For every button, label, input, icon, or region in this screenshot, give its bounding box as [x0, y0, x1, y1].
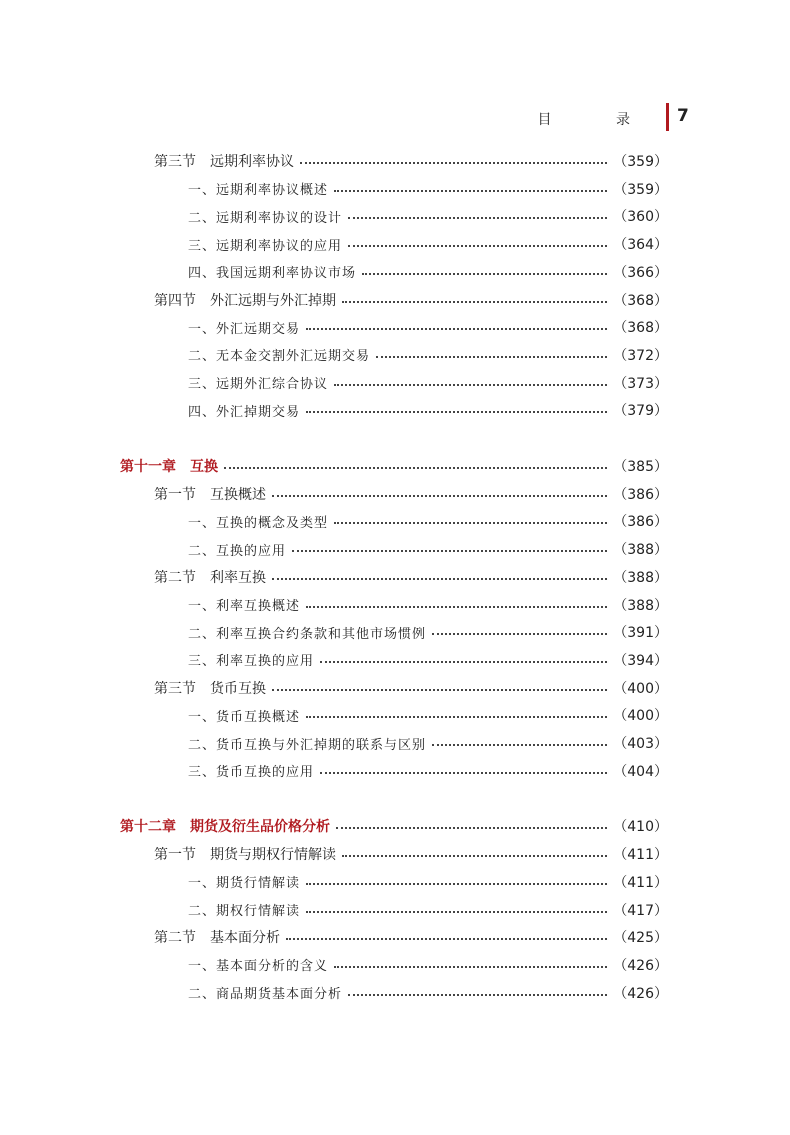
toc-entry-page: （425）: [613, 930, 668, 947]
dot-leader: [362, 273, 607, 275]
toc-entry-title: 二、利率互换合约条款和其他市场惯例: [188, 626, 427, 642]
toc-subsection-entry[interactable]: [188, 730, 668, 756]
toc-entry-title: 一、外汇远期交易: [188, 321, 301, 337]
toc-entry-title: 三、货币互换的应用: [188, 765, 315, 781]
toc-entry-title: 第一节 互换概述: [154, 486, 266, 503]
toc-entry-page: （386）: [613, 486, 668, 503]
dot-leader: [300, 162, 607, 164]
toc-entry-page: （388）: [613, 597, 668, 614]
dot-leader: [272, 578, 607, 580]
dot-leader: [348, 994, 607, 996]
toc-entry-page: （373）: [613, 375, 668, 392]
dot-leader: [342, 301, 607, 303]
toc-subsection-entry[interactable]: [188, 314, 668, 340]
toc-entry-page: （388）: [613, 542, 668, 559]
toc-entry-title: 三、利率互换的应用: [188, 654, 315, 670]
toc-subsection-entry[interactable]: [188, 758, 668, 784]
header-accent-bar: [666, 103, 669, 131]
toc-entry-page: （364）: [613, 237, 668, 254]
toc-entry-title: 二、货币互换与外汇掉期的联系与区别: [188, 737, 427, 753]
toc-chapter-entry[interactable]: [120, 813, 668, 839]
dot-leader: [334, 966, 607, 968]
dot-leader: [286, 938, 607, 940]
toc-subsection-entry[interactable]: [188, 702, 668, 728]
toc-entry-title: 四、我国远期利率协议市场: [188, 266, 357, 282]
toc-subsection-entry[interactable]: [188, 980, 668, 1006]
dot-leader: [432, 744, 607, 746]
dot-leader: [292, 550, 607, 552]
dot-leader: [348, 217, 607, 219]
toc-subsection-entry[interactable]: [188, 647, 668, 673]
toc-entry-page: （411）: [613, 874, 668, 891]
toc-entry-title: 第一节 期货与期权行情解读: [154, 847, 336, 864]
dot-leader: [224, 467, 607, 469]
dot-leader: [306, 328, 607, 330]
dot-leader: [320, 772, 607, 774]
toc-entry-page: （404）: [613, 763, 668, 780]
toc-section-entry[interactable]: [154, 481, 668, 507]
dot-leader: [272, 689, 607, 691]
toc-entry-page: （388）: [613, 569, 668, 586]
toc-entry-page: （426）: [613, 957, 668, 974]
toc-entry-title: 三、远期利率协议的应用: [188, 238, 343, 254]
toc-entry-page: （417）: [613, 902, 668, 919]
toc-entry-page: （391）: [613, 625, 668, 642]
toc-subsection-entry[interactable]: [188, 508, 668, 534]
toc-entry-page: （400）: [613, 708, 668, 725]
toc-entry-title: 第十二章 期货及衍生品价格分析: [120, 819, 330, 836]
toc-entry-title: 二、期权行情解读: [188, 904, 301, 919]
toc-entry-title: 一、基本面分析的含义: [188, 959, 329, 975]
toc-entry-title: 第二节 利率互换: [154, 569, 266, 586]
toc-section-entry[interactable]: [154, 148, 668, 174]
toc-entry-title: 一、互换的概念及类型: [188, 515, 329, 531]
toc-entry-page: （426）: [613, 985, 668, 1002]
toc-chapter-entry[interactable]: [120, 453, 668, 479]
toc-entry-title: 一、期货行情解读: [188, 876, 301, 892]
toc-entry-title: 一、利率互换概述: [188, 599, 301, 614]
dot-leader: [342, 855, 607, 857]
toc-entry-page: （379）: [613, 403, 668, 420]
dot-leader: [376, 356, 607, 358]
toc-entry-title: 一、货币互换概述: [188, 709, 301, 725]
dot-leader: [334, 522, 607, 524]
toc-entry-page: （368）: [613, 292, 668, 309]
page-number: 7: [677, 106, 689, 126]
toc-entry-title: 第十一章 互换: [120, 459, 218, 475]
toc-entry-title: 二、无本金交割外汇远期交易: [188, 349, 371, 365]
toc-section-entry[interactable]: [154, 287, 668, 313]
dot-leader: [306, 606, 607, 608]
toc-subsection-entry[interactable]: [188, 536, 668, 562]
dot-leader: [306, 411, 607, 413]
toc-entry-page: （410）: [613, 819, 668, 836]
dot-leader: [306, 716, 607, 718]
dot-leader: [272, 495, 607, 497]
toc-section-entry[interactable]: [154, 924, 668, 950]
toc-entry-title: 第三节 货币互换: [154, 680, 266, 697]
toc-entry-page: （403）: [613, 736, 668, 752]
dot-leader: [334, 190, 607, 192]
toc-section-entry[interactable]: [154, 564, 668, 590]
toc-entry-title: 第四节 外汇远期与外汇掉期: [154, 292, 336, 309]
toc-entry-page: （400）: [613, 680, 668, 697]
dot-leader: [320, 661, 607, 663]
toc-entry-title: 三、远期外汇综合协议: [188, 377, 329, 393]
toc-subsection-entry[interactable]: [188, 231, 668, 257]
toc-entry-page: （360）: [613, 209, 668, 226]
toc-entry-title: 第二节 基本面分析: [154, 930, 280, 947]
toc-entry-page: （411）: [613, 847, 668, 864]
toc-section-entry[interactable]: [154, 841, 668, 867]
toc-subsection-entry[interactable]: [188, 592, 668, 618]
toc-subsection-entry[interactable]: [188, 342, 668, 368]
toc-section-entry[interactable]: [154, 675, 668, 701]
toc-subsection-entry[interactable]: [188, 397, 668, 423]
toc-subsection-entry[interactable]: [188, 619, 668, 645]
toc-entry-page: （366）: [613, 264, 668, 281]
toc-entry-title: 一、远期利率协议概述: [188, 183, 329, 199]
toc-subsection-entry[interactable]: [188, 952, 668, 978]
toc-entry-title: 二、互换的应用: [188, 543, 287, 559]
toc-entry-page: （394）: [613, 652, 668, 669]
toc-subsection-entry[interactable]: [188, 897, 668, 923]
page-header: [0, 103, 790, 133]
dot-leader: [334, 384, 607, 386]
dot-leader: [348, 245, 607, 247]
dot-leader: [336, 827, 607, 829]
toc-entry-title: 二、商品期货基本面分析: [188, 987, 343, 1003]
header-title: 目 录: [537, 112, 660, 128]
toc-subsection-entry[interactable]: [188, 176, 668, 202]
toc-subsection-entry[interactable]: [188, 203, 668, 229]
dot-leader: [432, 633, 607, 635]
toc-entry-page: （359）: [613, 181, 668, 198]
toc-subsection-entry[interactable]: [188, 370, 668, 396]
toc-entry-page: （359）: [613, 154, 668, 170]
toc-entry-page: （372）: [613, 347, 668, 364]
toc-subsection-entry[interactable]: [188, 259, 668, 285]
dot-leader: [306, 883, 607, 885]
toc-subsection-entry[interactable]: [188, 869, 668, 895]
toc-entry-page: （385）: [613, 459, 668, 475]
toc-entry-title: 四、外汇掉期交易: [188, 404, 301, 420]
dot-leader: [306, 911, 607, 913]
toc-entry-title: 第三节 远期利率协议: [154, 154, 294, 170]
toc-entry-page: （368）: [613, 320, 668, 337]
toc-entry-page: （386）: [613, 514, 668, 531]
toc-entry-title: 二、远期利率协议的设计: [188, 210, 343, 226]
